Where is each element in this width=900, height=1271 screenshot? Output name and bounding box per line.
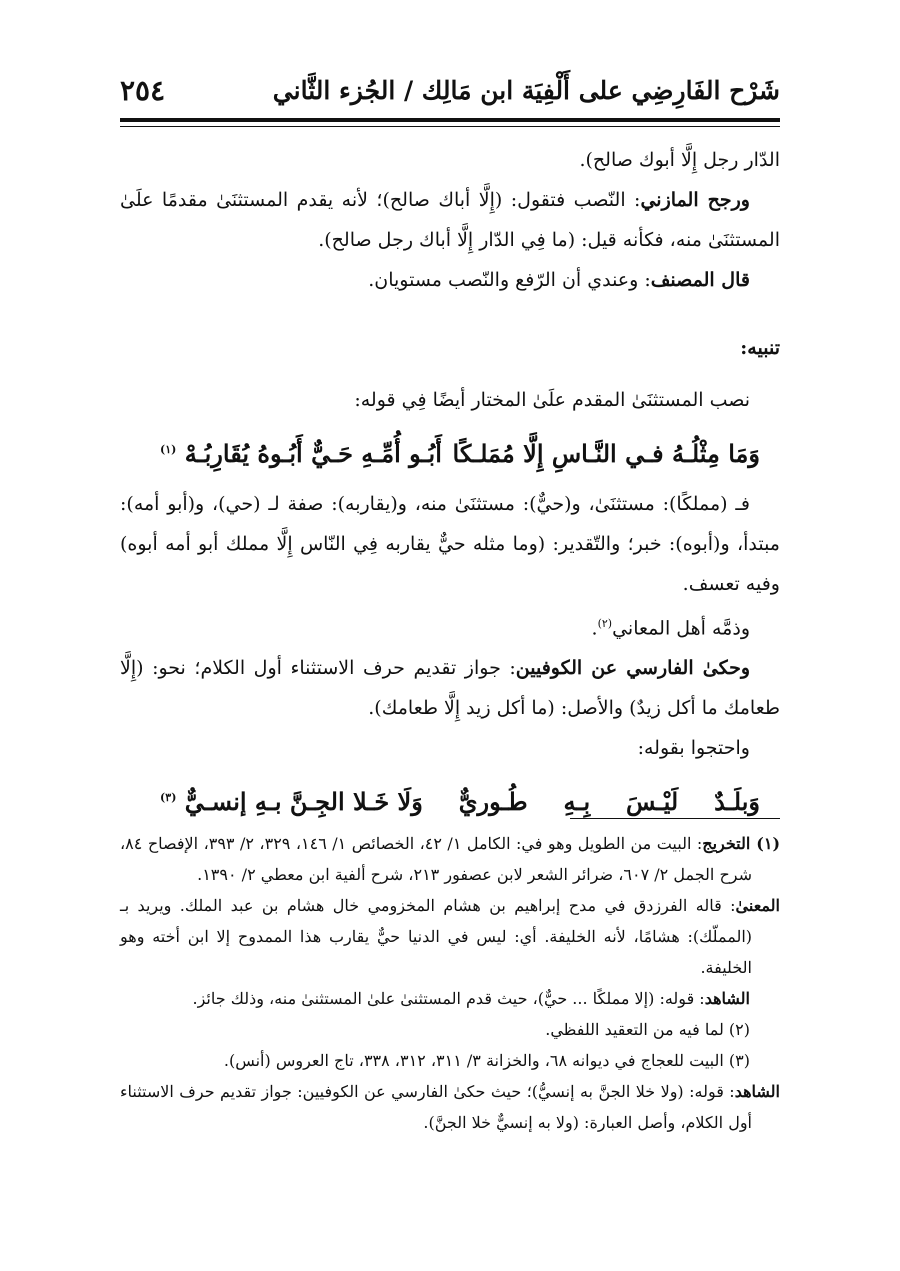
verse-hemistich-second: وَلَا خَـلا الجِـنَّ بـهِ إنسـيٌّ $^{(٣)}$	[160, 787, 423, 817]
paragraph: واحتجوا بقوله:	[637, 737, 750, 760]
bold-lead: ورجح المازني	[640, 189, 750, 211]
footnote: (٢) لما فيه من التعقيد اللفظي.	[545, 1020, 750, 1039]
verse-hemistich-second: أَبُـو أُمِّـهِ حَـيٌّ أَبُـوهُ يُقَارِبُـهْ $^{(١)}$	[160, 439, 442, 468]
paragraph	[120, 260, 780, 300]
footnote: (٣) البيت للعجاج في ديوانه ٦٨، والخزانة ٣/ ٣١١، ٣١٢، ٣٣٨، تاج العروس (أنس).	[223, 1051, 750, 1070]
footnote: الشاهد: قوله: (ولا خلا الجنَّ به إنسيُّ)؛ حيث حكىٰ الفارسي عن الكوفيين: جواز تقديم حرف الاستثناء أول الكلام، وأصل العبارة: (ولا به إنسيٌّ خلا الجنَّ).	[120, 1082, 780, 1132]
bold-lead: قال المصنف	[650, 269, 750, 291]
paragraph: نصب المستثنَىٰ المقدم علَىٰ المختار أيضًا فِي قوله:	[354, 389, 750, 411]
page-number: ٢٥٤	[120, 74, 166, 107]
paragraph: وذمَّه أهل المعاني$^{(٢)}$.	[591, 617, 750, 640]
paragraph: فـ (مملكًا): مستثنَىٰ، و(حيٌّ): مستثنَىٰ منه، و(يقاربه): صفة لـ (حي)، و(أبو أمه): مبتدأ، و(أبوه): خبر؛ والتّقدير: (وما مثله حيٌّ يقاربه فِي النّاس إِلَّا مملك أبو أمه أبوه) وفيه تعسف.	[120, 493, 780, 595]
paragraph	[120, 648, 780, 728]
paragraph	[120, 180, 780, 260]
footnote-separator	[570, 818, 780, 819]
running-title: شَرْح الفَارِضِي على أَلْفِيَة ابن مَالِك / الجُزء الثَّاني	[272, 76, 780, 105]
bold-lead: وحكىٰ الفارسي عن الكوفيين	[515, 657, 750, 680]
header-rule-thin	[120, 126, 780, 127]
section-heading: تنبيه:	[740, 337, 780, 359]
footnote-ref: (٢)	[597, 617, 613, 630]
header-rule-thick	[120, 118, 780, 122]
footnotes	[120, 828, 780, 1138]
footnote-ref: (٣)	[160, 791, 177, 805]
paragraph-text: : النّصب فتقول: (إِلَّا أباك صالح)؛ لأنه يقدم المستثنَىٰ مقدمًا علَىٰ المستثنَىٰ منه، فكأنه قيل: (ما فِي الدّار إِلَّا أباك رجل صالح).	[120, 189, 780, 251]
main-text	[120, 140, 780, 832]
verse-word: وَبلَـدٌ	[714, 787, 760, 817]
page-header	[120, 62, 780, 118]
paragraph: الدّار رجل إِلَّا أبوك صالح).	[579, 149, 780, 171]
verse-line	[120, 426, 780, 478]
verse-word: لَيْـسَ	[626, 787, 679, 817]
footnote: (١) التخريج: البيت من الطويل وهو في: الكامل ١/ ٤٢، الخصائص ١/ ١٤٦، ٣٢٩، ٢/ ٣٩٣، الإفصاح ٨٤، شرح الجمل ٢/ ٦٠٧، ضرائر الشعر لابن عصفور ٢١٣، شرح ألفية ابن معطي ٢/ ١٣٩٠.	[120, 834, 781, 884]
paragraph-text: : جواز تقديم حرف الاستثناء أول الكلام؛ نحو: (إِلَّا طعامك ما أكل زيدٌ) والأصل: (ما أكل زيد إِلَّا طعامك).	[120, 657, 780, 720]
footnote: الشاهد: قوله: (إلا مملكًا ... حيٌّ)، حيث قدم المستثنىٰ علىٰ المستثنىٰ منه، وذلك جائز.	[192, 989, 750, 1008]
footnote-ref: (١)	[160, 443, 177, 456]
footnote: المعنىٰ: قاله الفرزدق في مدح إبراهيم بن هشام المخزومي خال هشام بن عبد الملك. ويريد بـ (المملّك): هشامًا، لأنه الخليفة. أي: ليس في الدنيا حيٌّ يقارب هذا الممدوح إلا ابن أخته وهو الخليفة.	[120, 896, 780, 977]
verse-word: بِـهِ	[563, 787, 591, 817]
paragraph-text: : وعندي أن الرّفع والنّصب مستويان.	[368, 269, 651, 291]
verse-hemistich-first: وَمَا مِثْلُـهُ فـي النَّـاسِ إِلَّا مُمَلـكًا	[452, 439, 760, 468]
verse-word: طُـوريٌّ	[458, 787, 528, 817]
